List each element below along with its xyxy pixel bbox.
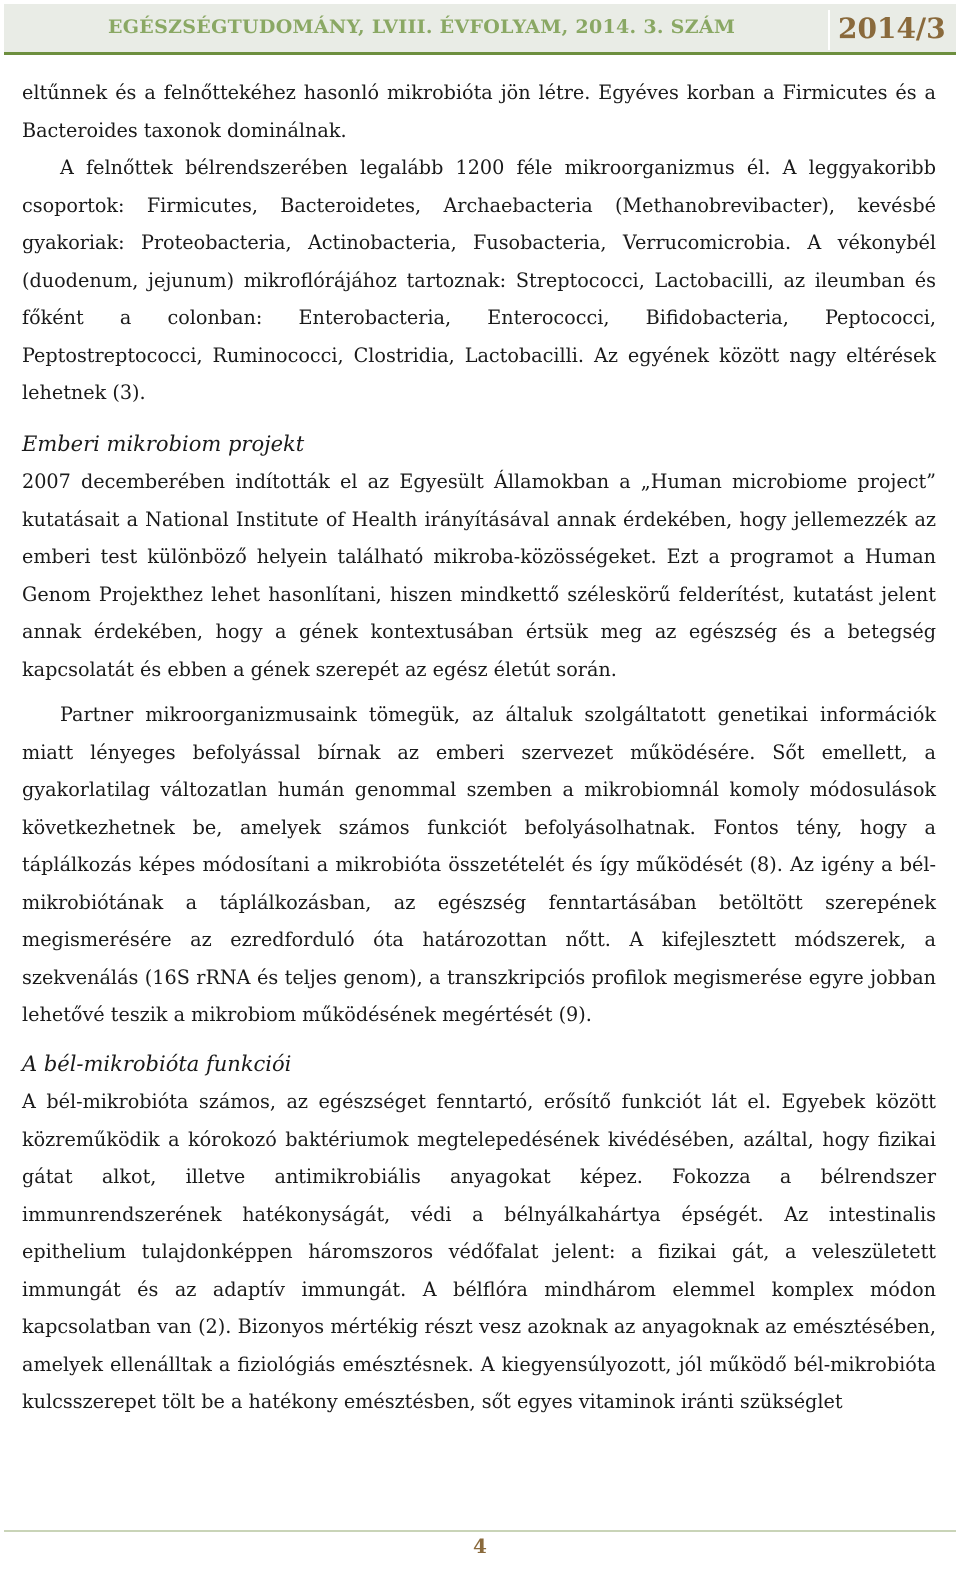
spacer xyxy=(22,1034,936,1046)
header-divider xyxy=(828,10,830,50)
paragraph-partner-microorganisms: Partner mikroorganizmusaink tömegük, az általuk szolgáltatott genetikai információk miatt lényeges befolyással bírnak az emberi szervezet működésére. Sőt emellett, a gyakorlatilag változatlan humán genommal szemben a mikrobiomnál komoly módosulások következhetnek be, amelyek számos funkciót befolyásolhatnak. Fontos tény, hogy a táplálkozás képes módosítani a mikrobióta összetételét és így működését (8). Az igény a bél-mikrobiótának a táplálkozásban, az egészség fenntartásában betöltött szerepének megismerésére az ezredforduló óta határozottan nőtt. A kifejlesztett módszerek, a szekvenálás (16S rRNA és teljes genom), a transzkripciós profilok megismerése egyre jobban lehetővé teszik a mikrobiom működésének megértését (9). xyxy=(22,703,936,1026)
page-number: 4 xyxy=(473,1534,487,1558)
paragraph-adult-microbiota: A felnőttek bélrendszerében legalább 1200 féle mikroorganizmus él. A leggyakoribb csoportok: Firmicutes, Bacteroidetes, Archaebacteria (Methanobrevibacter), kevésbé gyakoriak: Proteobacteria, Actinobacteria, Fusobacteria, Verrucomicrobia. A vékonybél (duodenum, jejunum) mikroflórájához tartoznak: Streptococci, Lactobacilli, az ileumban és főként a colonban: Enterobacteria, Enterococci, Bifidobacteria, Peptococci, Peptostreptococci, Ruminococci, Clostridia, Lactobacilli. Az egyének között nagy eltérések lehetnek (3). xyxy=(22,156,936,404)
issue-number: 2014/3 xyxy=(838,12,946,45)
page-header xyxy=(4,4,956,55)
spacer xyxy=(22,412,936,426)
footer-divider xyxy=(4,1530,956,1532)
spacer xyxy=(22,688,936,696)
paragraph-hmp: 2007 decemberében indították el az Egyesült Államokban a „Human microbiome project” kutatásait a National Institute of Health irányításával annak érdekében, hogy jellemezzék az emberi test különböző helyein található mikroba-közösségeket. Ezt a programot a Human Genom Projekthez lehet hasonlítani, hiszen mindkettő széleskörű felderítést, kutatást jelent annak érdekében, hogy a gének kontextusában értsük meg az egészség és a betegség kapcsolatát és ebben a gének szerepét az egész életút során. xyxy=(22,470,936,681)
paragraph-intro-continuation: eltűnnek és a felnőttekéhez hasonló mikrobióta jön létre. Egyéves korban a Firmicutes és a Bacteroides taxonok dominálnak. xyxy=(22,81,936,142)
article-body xyxy=(22,74,936,1421)
journal-title: EGÉSZSÉGTUDOMÁNY, LVIII. ÉVFOLYAM, 2014. 3. SZÁM xyxy=(108,16,736,38)
section-heading-functions: A bél-mikrobióta funkciói xyxy=(22,1051,292,1076)
paragraph-functions: A bél-mikrobióta számos, az egészséget fenntartó, erősítő funkciót lát el. Egyebek között közreműködik a kórokozó baktériumok megtelepedésének kivédésében, azáltal, hogy fizikai gátat alkot, illetve antimikrobiális anyagokat képez. Fokozza a bélrendszer immunrendszerének hatékonyságát, védi a bélnyálkahártya épségét. Az intestinalis epithelium tulajdonképpen háromszoros védőfalat jelent: a fizikai gát, a veleszületett immungát és az adaptív immungát. A bélflóra mindhárom elemmel komplex módon kapcsolatban van (2). Bizonyos mértékig részt vesz azoknak az anyagoknak az emésztésében, amelyek ellenálltak a fiziológiás emésztésnek. A kiegyensúlyozott, jól működő bél-mikrobióta kulcsszerepet tölt be a hatékony emésztésben, sőt egyes vitaminok iránti szükséglet xyxy=(22,1090,936,1413)
section-heading-microbiome-project: Emberi mikrobiom projekt xyxy=(22,431,305,456)
